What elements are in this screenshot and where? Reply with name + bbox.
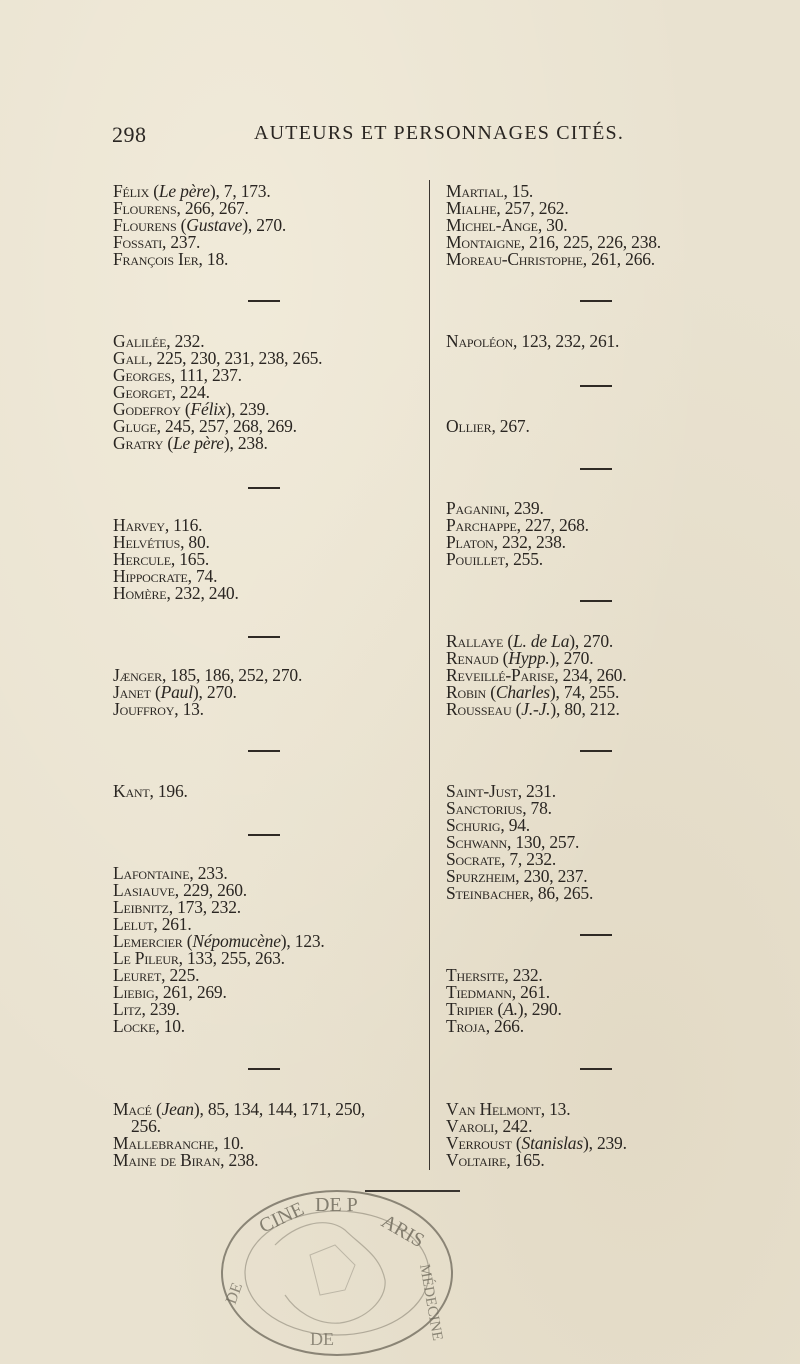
- index-entry: [113, 585, 239, 602]
- entry-qualifier: Jean: [161, 1099, 194, 1119]
- entry-name: Mialhe: [446, 198, 497, 218]
- entry-name: Robin: [446, 682, 487, 702]
- entry-pages: , 111, 237.: [170, 365, 242, 385]
- entry-pages: , 30.: [537, 215, 568, 235]
- entry-name: Hercule: [113, 549, 171, 569]
- entry-pages: , 225, 230, 231, 238, 265.: [148, 348, 323, 368]
- svg-text:CINE: CINE: [255, 1197, 308, 1238]
- entry-pages: , 130, 257.: [507, 832, 580, 852]
- entry-name: Rallaye: [446, 631, 504, 651]
- entry-name: Reveillé-Parise: [446, 665, 555, 685]
- section-separator: [580, 600, 612, 602]
- entry-pages: , 231.: [517, 781, 556, 801]
- index-entry: [446, 1018, 524, 1035]
- entry-pages: , 13.: [540, 1099, 571, 1119]
- entry-name: Flourens: [113, 198, 177, 218]
- index-entry: [446, 418, 530, 435]
- index-entry: [113, 701, 204, 718]
- entry-name: Parchappe: [446, 515, 517, 535]
- entry-pages: , 7, 232.: [501, 849, 557, 869]
- entry-name: Leuret: [113, 965, 162, 985]
- entry-pages: , 13.: [174, 699, 204, 719]
- entry-pages: , 230, 237.: [515, 866, 588, 886]
- section-separator: [580, 750, 612, 752]
- entry-pages: , 232.: [504, 965, 543, 985]
- entry-qualifier: Le père: [172, 433, 224, 453]
- entry-qualifier: Félix: [190, 399, 226, 419]
- entry-name: Voltaire: [446, 1150, 507, 1170]
- entry-pages: , 232.: [166, 331, 205, 351]
- entry-qualifier: Stanislas: [521, 1133, 583, 1153]
- running-title: AUTEURS ET PERSONNAGES CITÉS.: [254, 122, 625, 144]
- index-entry: [446, 251, 655, 268]
- entry-name: Jænger: [113, 665, 162, 685]
- entry-pages: (Népomucène), 123.: [186, 931, 325, 951]
- entry-name: Tiedmann: [446, 982, 512, 1002]
- page-number: 298: [112, 122, 147, 147]
- index-entry: [446, 333, 619, 350]
- index-entry: [446, 1152, 545, 1169]
- index-entry: [113, 1018, 185, 1035]
- index-entry: [446, 885, 593, 902]
- entry-name: Leibnitz: [113, 897, 169, 917]
- entry-pages: , 216, 225, 226, 238.: [520, 232, 661, 252]
- entry-pages: , 123, 232, 261.: [513, 331, 620, 351]
- entry-name: Steinbacher: [446, 883, 530, 903]
- entry-pages: (Gustave), 270.: [180, 215, 287, 235]
- entry-pages: , 165.: [506, 1150, 545, 1170]
- entry-pages: (Jean), 85, 134, 144, 171, 250,: [155, 1099, 366, 1119]
- entry-name: Pouillet: [446, 549, 505, 569]
- entry-name: Kant: [113, 781, 150, 801]
- entry-pages: , 237.: [162, 232, 201, 252]
- entry-qualifier: Le père: [158, 181, 210, 201]
- entry-pages: , 18.: [198, 249, 229, 269]
- entry-name: Socrate: [446, 849, 502, 869]
- entry-pages: , 245, 257, 268, 269.: [156, 416, 297, 436]
- entry-name: Locke: [113, 1016, 156, 1036]
- svg-text:MÉDECINE: MÉDECINE: [416, 1262, 446, 1343]
- entry-pages: (Hypp.), 270.: [502, 648, 594, 668]
- section-separator: [580, 300, 612, 302]
- entry-pages: , 185, 186, 252, 270.: [161, 665, 303, 685]
- entry-name: Rousseau: [446, 699, 512, 719]
- index-entry: [113, 783, 188, 800]
- entry-pages: (Stanislas), 239.: [515, 1133, 627, 1153]
- entry-name: Harvey: [113, 515, 165, 535]
- entry-pages: , 229, 260.: [174, 880, 247, 900]
- index-entry: [113, 435, 268, 452]
- entry-name: Liebig: [113, 982, 155, 1002]
- entry-pages: , 173, 232.: [168, 897, 241, 917]
- entry-pages: , 233.: [189, 863, 228, 883]
- entry-pages: , 257, 262.: [496, 198, 569, 218]
- entry-pages: , 86, 265.: [529, 883, 594, 903]
- entry-name: Gall: [113, 348, 149, 368]
- section-separator: [580, 1068, 612, 1070]
- entry-name: Spurzheim: [446, 866, 516, 886]
- entry-pages: (Félix), 239.: [184, 399, 270, 419]
- running-header: [112, 122, 638, 152]
- entry-name: Sanctorius: [446, 798, 523, 818]
- section-separator: [248, 487, 280, 489]
- entry-name: Montaigne: [446, 232, 521, 252]
- entry-pages: , 261.: [153, 914, 192, 934]
- entry-pages: , 261.: [511, 982, 550, 1002]
- entry-pages: , 238.: [220, 1150, 259, 1170]
- entry-name: Fossati: [113, 232, 163, 252]
- entry-qualifier: L. de La: [513, 631, 570, 651]
- entry-name: Gratry: [113, 433, 164, 453]
- entry-name: Galilée: [113, 331, 167, 351]
- entry-pages: , 232, 240.: [166, 583, 239, 603]
- entry-pages: , 266, 267.: [176, 198, 249, 218]
- column-divider: [429, 180, 430, 1170]
- index-entry: [446, 551, 543, 568]
- entry-name: Maine de Biran: [113, 1150, 221, 1170]
- entry-pages: (Le père), 7, 173.: [153, 181, 271, 201]
- entry-name: Schwann: [446, 832, 507, 852]
- entry-name: Martial: [446, 181, 504, 201]
- svg-text:DE: DE: [310, 1329, 334, 1349]
- index-entry: [446, 701, 620, 718]
- entry-name: Homère: [113, 583, 167, 603]
- entry-pages: , 80.: [180, 532, 210, 552]
- entry-name: Lemercier: [113, 931, 183, 951]
- entry-name: Helvétius: [113, 532, 181, 552]
- entry-pages: , 74.: [187, 566, 218, 586]
- entry-name: Macé: [113, 1099, 152, 1119]
- entry-name: Verroust: [446, 1133, 512, 1153]
- section-separator: [248, 750, 280, 752]
- entry-pages: , 261, 269.: [154, 982, 227, 1002]
- entry-name: Saint-Just: [446, 781, 518, 801]
- section-separator: [248, 1068, 280, 1070]
- entry-name: Tripier: [446, 999, 494, 1019]
- entry-name: Troja: [446, 1016, 486, 1036]
- entry-name: Hippocrate: [113, 566, 188, 586]
- section-separator: [248, 300, 280, 302]
- entry-pages: , 94.: [500, 815, 530, 835]
- entry-name: Lasiauve: [113, 880, 175, 900]
- entry-pages: , 165.: [170, 549, 210, 569]
- entry-qualifier: Népomucène: [192, 931, 281, 951]
- entry-pages: , 232, 238.: [493, 532, 566, 552]
- entry-pages: , 15.: [503, 181, 534, 201]
- library-stamp: [215, 1185, 460, 1360]
- entry-name: Félix: [113, 181, 150, 201]
- entry-pages: (L. de La), 270.: [507, 631, 614, 651]
- entry-name: Jouffroy: [113, 699, 175, 719]
- entry-name: Flourens: [113, 215, 177, 235]
- svg-text:ARIS: ARIS: [377, 1210, 428, 1253]
- entry-name: Litz: [113, 999, 142, 1019]
- entry-name: Gluge: [113, 416, 157, 436]
- entry-pages: , 224.: [171, 382, 210, 402]
- entry-name: Platon: [446, 532, 494, 552]
- section-separator: [248, 636, 280, 638]
- library-stamp-graphic: [215, 1185, 460, 1360]
- entry-pages: , 227, 268.: [516, 515, 589, 535]
- entry-name: Thersite: [446, 965, 505, 985]
- entry-name: Napoléon: [446, 331, 514, 351]
- entry-pages: , 239.: [505, 498, 544, 518]
- entry-pages: , 267.: [491, 416, 530, 436]
- entry-name: Paganini: [446, 498, 506, 518]
- index-entry: [113, 1152, 258, 1169]
- entry-name: Janet: [113, 682, 151, 702]
- entry-pages: (A.), 290.: [497, 999, 562, 1019]
- entry-pages: (Le père), 238.: [167, 433, 268, 453]
- entry-pages: , 234, 260.: [554, 665, 627, 685]
- entry-name: Godefroy: [113, 399, 181, 419]
- entry-pages: , 225.: [161, 965, 200, 985]
- entry-qualifier: A.: [503, 999, 518, 1019]
- entry-name: Le Pileur: [113, 948, 179, 968]
- entry-pages: 256.: [131, 1116, 161, 1136]
- entry-qualifier: Paul: [160, 682, 193, 702]
- entry-name: François Ier: [113, 249, 199, 269]
- entry-pages: , 261, 266.: [582, 249, 655, 269]
- entry-name: Varoli: [446, 1116, 495, 1136]
- entry-qualifier: J.-J.: [521, 699, 551, 719]
- index-entry: [113, 251, 228, 268]
- entry-pages: , 78.: [522, 798, 552, 818]
- entry-pages: , 133, 255, 263.: [178, 948, 285, 968]
- entry-pages: , 116.: [164, 515, 203, 535]
- entry-pages: (Paul), 270.: [155, 682, 237, 702]
- entry-name: Renaud: [446, 648, 499, 668]
- entry-pages: (J.-J.), 80, 212.: [515, 699, 620, 719]
- svg-text:DE P: DE P: [315, 1194, 358, 1216]
- entry-name: Moreau-Christophe: [446, 249, 583, 269]
- entry-pages: , 10.: [155, 1016, 185, 1036]
- entry-name: Michel-Ange: [446, 215, 538, 235]
- entry-qualifier: Hypp.: [508, 648, 550, 668]
- section-separator: [580, 385, 612, 387]
- entry-pages: , 242.: [494, 1116, 533, 1136]
- entry-pages: , 255.: [504, 549, 543, 569]
- section-separator: [580, 934, 612, 936]
- svg-text:DE: DE: [222, 1280, 247, 1307]
- entry-qualifier: Gustave: [186, 215, 243, 235]
- entry-pages: , 10.: [214, 1133, 244, 1153]
- entry-qualifier: Charles: [495, 682, 550, 702]
- entry-pages: , 266.: [485, 1016, 524, 1036]
- entry-pages: (Charles), 74, 255.: [490, 682, 620, 702]
- entry-name: Lafontaine: [113, 863, 190, 883]
- entry-pages: , 239.: [141, 999, 180, 1019]
- entry-pages: , 196.: [149, 781, 188, 801]
- entry-name: Ollier: [446, 416, 492, 436]
- entry-name: Georget: [113, 382, 172, 402]
- entry-name: Mallebranche: [113, 1133, 215, 1153]
- section-separator: [248, 834, 280, 836]
- entry-name: Van Helmont: [446, 1099, 541, 1119]
- section-separator: [580, 468, 612, 470]
- entry-name: Georges: [113, 365, 171, 385]
- entry-name: Lelut: [113, 914, 154, 934]
- entry-name: Schurig: [446, 815, 501, 835]
